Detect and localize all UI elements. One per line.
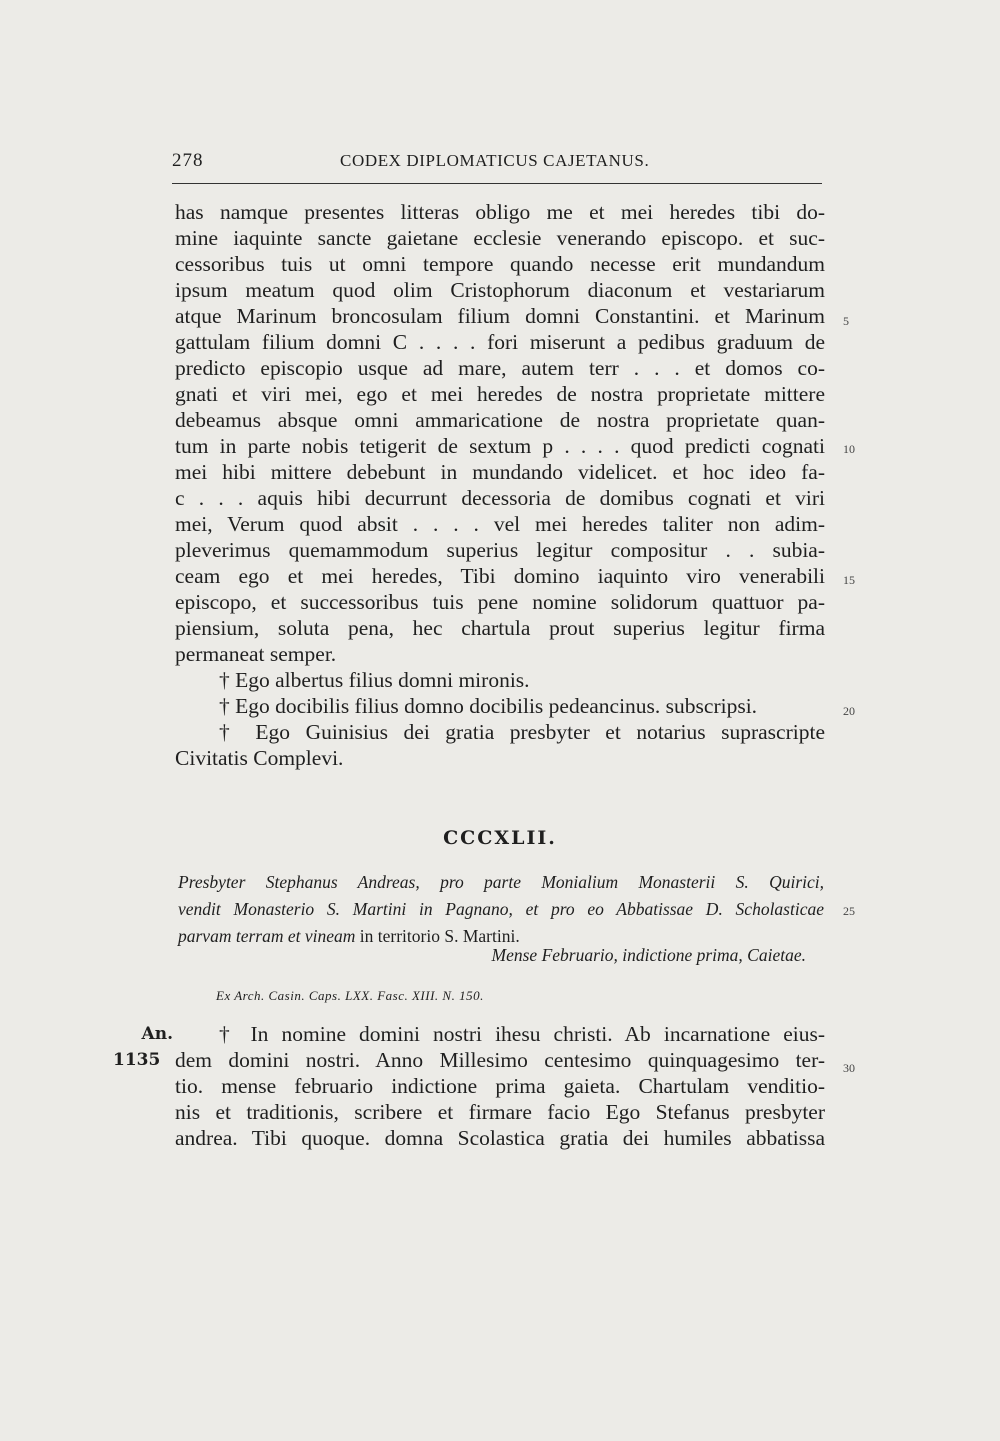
text-line: gattulam filium domni C . . . . fori miserunt a pedibus graduum de — [175, 330, 825, 354]
margin-year-value: 1135 — [113, 1050, 161, 1070]
text-line: debeamus absque omni ammaricatione de nostra proprietate quan- — [175, 408, 825, 432]
document-summary — [178, 869, 824, 950]
running-head — [172, 150, 824, 174]
text-line: has namque presentes litteras obligo me et mei heredes tibi do- — [175, 200, 825, 224]
text-line: nis et traditionis, scribere et firmare facio Ego Stefanus presbyter — [175, 1100, 825, 1124]
text-line: episcopo, et successoribus tuis pene nomine solidorum quattuor pa- — [175, 590, 825, 614]
text-line: cessoribus tuis ut omni tempore quando necesse erit mundandum — [175, 252, 825, 276]
summary-roman-text: in territorio S. Martini. — [355, 926, 520, 946]
subscription-line: † Ego docibilis filius domno docibilis pedeancinus. subscripsi. — [219, 694, 758, 718]
margin-year-label: An. — [141, 1024, 173, 1044]
subscription-line: † Ego albertus filius domni mironis. — [219, 668, 530, 692]
text-line: tio. mense februario indictione prima gaieta. Chartulam venditio- — [175, 1074, 825, 1098]
text-line: ceam ego et mei heredes, Tibi domino iaquinto viro venerabili — [175, 564, 825, 588]
summary-line: vendit Monasterio S. Martini in Pagnano, et pro eo Abbatissae D. Scholasticae — [178, 899, 824, 919]
text-line: tum in parte nobis tetigerit de sextum p . . . . quod predicti cognati — [175, 434, 825, 458]
document-text — [175, 1021, 825, 1151]
line-number: 15 — [843, 573, 855, 587]
margin-year — [113, 1021, 179, 1073]
line-number: 20 — [843, 704, 855, 718]
document-text-continued — [175, 199, 825, 771]
text-line: dem domini nostri. Anno Millesimo centesimo quinquagesimo ter- — [175, 1048, 825, 1072]
archive-source: Ex Arch. Casin. Caps. LXX. Fasc. XIII. N. 150. — [216, 988, 484, 1003]
text-line: atque Marinum broncosulam filium domni Constantini. et Marinum — [175, 304, 825, 328]
text-line: c . . . aquis hibi decurrunt decessoria de domibus cognati et viri — [175, 486, 825, 510]
text-line: predicto episcopio usque ad mare, autem terr . . . et domos co- — [175, 356, 825, 380]
text-line: ipsum meatum quod olim Cristophorum diaconum et vestariarum — [175, 278, 825, 302]
page-number: 278 — [172, 150, 204, 171]
text-line: pleverimus quemammodum superius legitur compositur . . subia- — [175, 538, 825, 562]
line-number: 10 — [843, 442, 855, 456]
text-line: piensium, soluta pena, hec chartula prout superius legitur firma — [175, 616, 825, 640]
running-title: CODEX DIPLOMATICUS CAJETANUS. — [340, 151, 650, 170]
text-line: permaneat semper. — [175, 642, 337, 666]
text-line: mei, Verum quod absit . . . . vel mei heredes taliter non adim- — [175, 512, 825, 536]
line-number: 30 — [843, 1061, 855, 1075]
line-number: 25 — [843, 904, 855, 918]
header-rule — [172, 183, 822, 184]
line-number: 5 — [843, 314, 849, 328]
subscription-line: † Ego Guinisius dei gratia presbyter et notarius suprascripte — [219, 720, 825, 744]
text-line: mei hibi mittere debebunt in mundando videlicet. et hoc ideo fa- — [175, 460, 825, 484]
text-line: andrea. Tibi quoque. domna Scolastica gratia dei humiles abbatissa — [175, 1126, 825, 1150]
text-line: Civitatis Complevi. — [175, 746, 344, 770]
document-number: CCCXLII. — [443, 827, 557, 849]
document-dateline: Mense Februario, indictione prima, Caietae. — [491, 945, 806, 965]
summary-line: Presbyter Stephanus Andreas, pro parte Monialium Monasterii S. Quirici, — [178, 872, 824, 892]
text-line: † In nomine domini nostri ihesu christi. Ab incarnatione eius- — [219, 1022, 825, 1046]
summary-italic-text: parvam terram et vineam — [178, 926, 356, 946]
text-line: gnati et viri mei, ego et mei heredes de nostra proprietate mittere — [175, 382, 825, 406]
text-line: mine iaquinte sancte gaietane ecclesie venerando episcopo. et suc- — [175, 226, 825, 250]
